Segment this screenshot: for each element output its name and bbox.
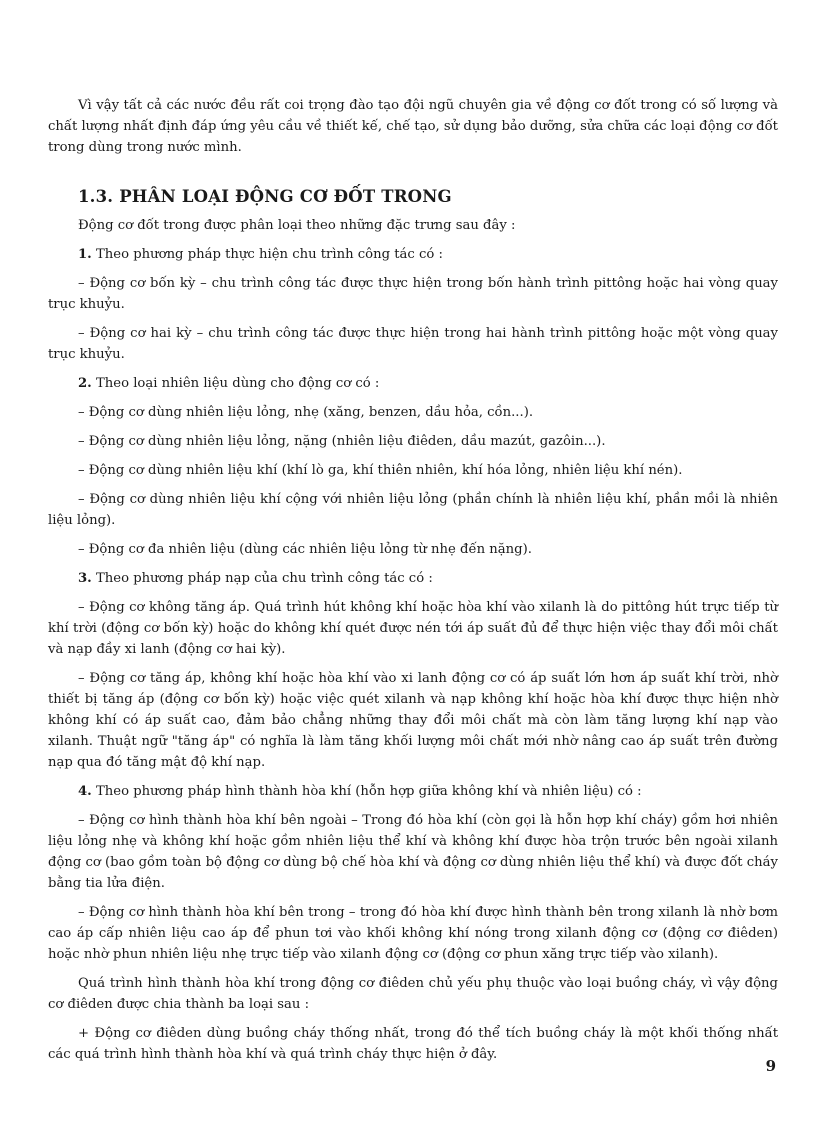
criterion-1-item-a: – Động cơ bốn kỳ – chu trình công tác được thực hiện trong bốn hành trình pittông hoặc hai vòng quay trục khuỷu. <box>48 276 778 312</box>
criterion-4-text: Theo phương pháp hình thành hòa khí (hỗn hợp giữa không khí và nhiên liệu) có : <box>91 784 642 799</box>
lead-paragraph: Động cơ đốt trong được phân loại theo những đặc trưng sau đây : <box>78 218 516 233</box>
criterion-3-item-a: – Động cơ không tăng áp. Quá trình hút không khí hoặc hòa khí vào xilanh là do pittông hút trực tiếp từ khí trời (động cơ bốn kỳ) hoặc do không khí quét được nén tới áp suất đủ để thực hiện việc thay đổi môi chất và nạp đầy xi lanh (động cơ hai kỳ). <box>48 600 778 657</box>
criterion-2-text: Theo loại nhiên liệu dùng cho động cơ có : <box>91 376 380 391</box>
criterion-4-number: 4. <box>78 784 92 799</box>
criterion-3-text: Theo phương pháp nạp của chu trình công tác có : <box>91 571 433 586</box>
criterion-3-item-b: – Động cơ tăng áp, không khí hoặc hòa khí vào xi lanh động cơ có áp suất lớn hơn áp suất khí trời, nhờ thiết bị tăng áp (động cơ bốn kỳ) hoặc việc quét xilanh và nạp không khí hoặc hòa khí được thực hiện nhờ không khí có áp suất cao, đảm bảo chẳng những thay đổi môi chất mà còn làm tăng lượng khí nạp vào xilanh. Thuật ngữ "tăng áp" có nghĩa là làm tăng khối lượng môi chất mới nhờ nâng cao áp suất trên đường nạp qua đó tăng mật độ khí nạp. <box>48 671 778 770</box>
criterion-1-number: 1. <box>78 247 92 262</box>
criterion-4-item-c: + Động cơ điêden dùng buồng cháy thống nhất, trong đó thể tích buồng cháy là một khối thống nhất các quá trình hình thành hòa khí và quá trình cháy thực hiện ở đây. <box>48 1026 778 1062</box>
page-content <box>48 95 778 1066</box>
intro-paragraph: Vì vậy tất cả các nước đều rất coi trọng đào tạo đội ngũ chuyên gia về động cơ đốt trong có số lượng và chất lượng nhất định đáp ứng yêu cầu về thiết kế, chế tạo, sử dụng bảo dưỡng, sửa chữa các loại động cơ đốt trong dùng trong nước mình. <box>48 98 778 155</box>
section-title: 1.3. PHÂN LOẠI ĐỘNG CƠ ĐỐT TRONG <box>78 187 452 206</box>
criterion-2 <box>48 373 778 394</box>
criterion-1-text: Theo phương pháp thực hiện chu trình công tác có : <box>91 247 443 262</box>
criterion-3-number: 3. <box>78 571 92 586</box>
criterion-3 <box>48 568 778 589</box>
page-number: 9 <box>765 1057 776 1075</box>
criterion-2-item-d: – Động cơ dùng nhiên liệu khí cộng với nhiên liệu lỏng (phần chính là nhiên liệu khí, phần mồi là nhiên liệu lỏng). <box>48 492 778 528</box>
criterion-4-paragraph: Quá trình hình thành hòa khí trong động cơ điêden chủ yếu phụ thuộc vào loại buồng cháy, vì vậy động cơ điêden được chia thành ba loại sau : <box>48 976 778 1012</box>
criterion-2-item-c: – Động cơ dùng nhiên liệu khí (khí lò ga, khí thiên nhiên, khí hóa lỏng, nhiên liệu khí nén). <box>78 463 683 478</box>
criterion-1 <box>48 244 778 265</box>
criterion-4 <box>48 781 778 802</box>
criterion-2-number: 2. <box>78 376 92 391</box>
criterion-4-item-b: – Động cơ hình thành hòa khí bên trong – trong đó hòa khí được hình thành bên trong xilanh là nhờ bơm cao áp cấp nhiên liệu cao áp để phun tơi vào khối không khí nóng trong xilanh động cơ (động cơ điêden) hoặc nhờ phun nhiên liệu nhẹ trực tiếp vào xilanh động cơ (động cơ phun xăng trực tiếp vào xilanh). <box>48 905 778 962</box>
criterion-2-item-e: – Động cơ đa nhiên liệu (dùng các nhiên liệu lỏng từ nhẹ đến nặng). <box>78 542 532 557</box>
criterion-4-item-a: – Động cơ hình thành hòa khí bên ngoài – Trong đó hòa khí (còn gọi là hỗn hợp khí cháy) gồm hơi nhiên liệu lỏng nhẹ và không khí hoặc gồm nhiên liệu thể khí và không khí được hòa trộn trước bên ngoài xilanh động cơ (bao gồm toàn bộ động cơ dùng bộ chế hòa khí và động cơ dùng nhiên liệu thể khí) và được đốt cháy bằng tia lửa điện. <box>48 813 778 891</box>
criterion-2-item-a: – Động cơ dùng nhiên liệu lỏng, nhẹ (xăng, benzen, dầu hỏa, cồn...). <box>78 405 534 420</box>
criterion-2-item-b: – Động cơ dùng nhiên liệu lỏng, nặng (nhiên liệu điêden, dầu mazút, gazôin...). <box>78 434 606 449</box>
criterion-1-item-b: – Động cơ hai kỳ – chu trình công tác được thực hiện trong hai hành trình pittông hoặc một vòng quay trục khuỷu. <box>48 326 778 362</box>
